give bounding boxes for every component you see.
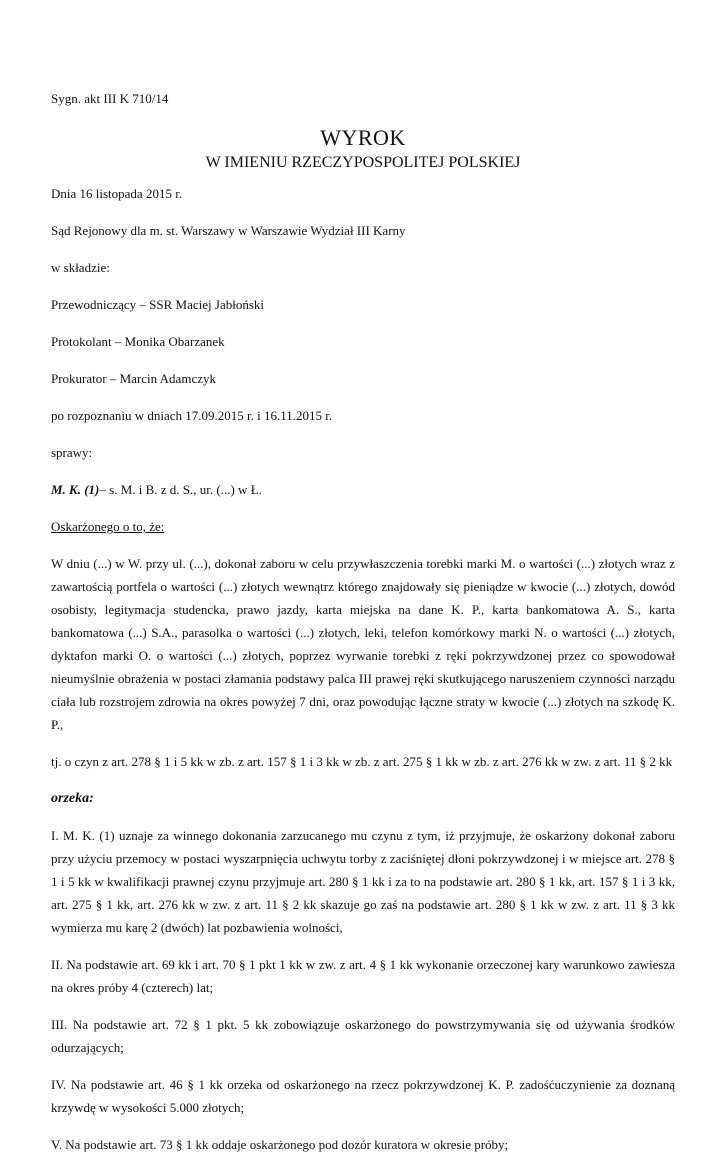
accused-label-text: Oskarżonego o to, że: (51, 519, 165, 534)
presiding-judge: Przewodniczący – SSR Maciej Jabłoński (51, 297, 265, 312)
ruling-heading: orzeka: (51, 791, 94, 806)
defendant (51, 478, 675, 501)
hearing-dates: po rozpoznaniu w dniach 17.09.2015 r. i 16.11.2015 r. (51, 408, 333, 423)
legal-basis: tj. o czyn z art. 278 § 1 i 5 kk w zb. z art. 157 § 1 i 3 kk w zb. z art. 275 § 1 kk w zb. z art. 276 kk w zw. z art. 11 § 2 kk (51, 754, 673, 769)
document-title: WYROK (320, 125, 406, 150)
ruling-point-4: IV. Na podstawie art. 46 § 1 kk orzeka od oskarżonego na rzecz pokrzywdzonej K. P. zadośćuczynienie za doznaną krzywdę w wysokości 5.000 złotych; (51, 1077, 675, 1115)
judgment-date: Dnia 16 listopada 2015 r. (51, 186, 183, 201)
defendant-details: – s. M. i B. z d. S., ur. (...) w Ł. (99, 482, 262, 497)
document-subtitle: W IMIENIU RZECZYPOSPOLITEJ POLSKIEJ (205, 154, 521, 171)
court-clerk: Protokolant – Monika Obarzanek (51, 334, 225, 349)
ruling-point-5: V. Na podstawie art. 73 § 1 kk oddaje oskarżonego pod dozór kuratora w okresie próby; (51, 1137, 509, 1152)
judgment-document (51, 87, 675, 1156)
ruling-point-1: I. M. K. (1) uznaje za winnego dokonania zarzucanego mu czynu z tym, iż przyjmuje, że oskarżony dokonał zaboru przy użyciu przemocy w postaci wyszarpnięcia uchwytu torby z zaciśniętej dłoni pokrzywdzonej i w miejsce art. 278 § 1 i 5 kk w kwalifikacji prawnej czynu przyjmuje art. 280 § 1 kk i za to na podstawie art. 280 § 1 kk, art. 157 § 1 i 3 kk, art. 275 § 1 kk, art. 276 kk w zw. z art. 11 § 2 kk skazuje go zaś na podstawie art. 280 § 1 kk w zw. z art. 11 § 3 kk wymierza mu karę 2 (dwóch) lat pozbawienia wolności, (51, 828, 675, 935)
ruling-point-2: II. Na podstawie art. 69 kk i art. 70 § 1 pkt 1 kk w zw. z art. 4 § 1 kk wykonanie orzeczonej kary warunkowo zawiesza na okres próby 4 (czterech) lat; (51, 957, 675, 995)
court-name: Sąd Rejonowy dla m. st. Warszawy w Warszawie Wydział III Karny (51, 223, 406, 238)
composition-label: w składzie: (51, 260, 110, 275)
case-label: sprawy: (51, 445, 93, 460)
case-signature: Sygn. akt III K 710/14 (51, 91, 169, 106)
ruling-point-3: III. Na podstawie art. 72 § 1 pkt. 5 kk zobowiązuje oskarżonego do powstrzymywania się od używania środków odurzających; (51, 1017, 675, 1055)
accused-label (51, 515, 675, 538)
charge-description: W dniu (...) w W. przy ul. (...), dokonał zaboru w celu przywłaszczenia torebki marki M. o wartości (...) złotych wraz z zawartością portfela o wartości (...) złotych wewnątrz którego znajdowały się pieniądze w kwocie (...) złotych, dowód osobisty, legitymacja studencka, prawo jazdy, karta miejska na dane K. P., karta bankomatowa A. S., karta bankomatowa (...) S.A., parasolka o wartości (...) złotych, leki, telefon komórkowy marki N. o wartości (...) złotych, dyktafon marki O. o wartości (...) złotych, poprzez wyrwanie torebki z ręki pokrzywdzonej przez co spowodował nieumyślnie obrażenia w postaci złamania podstawy palca III prawej ręki skutkującego naruszeniem czynności narządu ciała lub rozstrojem zdrowia na okres powyżej 7 dni, oraz powodując łączne straty w kwocie (...) złotych na szkodę K. P., (51, 556, 675, 732)
defendant-name: M. K. (1) (51, 482, 100, 497)
prosecutor: Prokurator – Marcin Adamczyk (51, 371, 216, 386)
